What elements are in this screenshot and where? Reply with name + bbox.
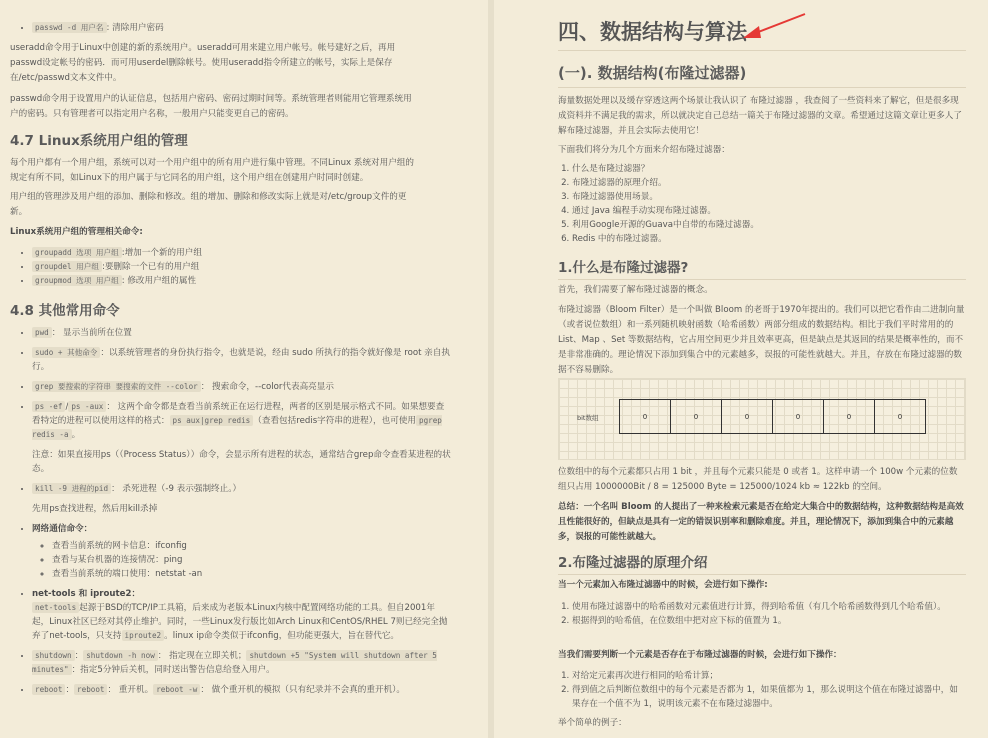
list-item: • kill -9 进程的pid ： 杀死进程（-9 表示强制终止。） 先用ps查找进程，然后用kill杀掉 [32, 482, 452, 516]
list-item: • net-tools 和 iproute2： net-tools 起源于BSD的TCP/IP工具箱，后来成为老版本Linux内核中配置网络功能的工具。但自2001年起，Linux社区已经对其停止维护。同时，一些Linux发行版比如Arch Linux和CentOS/RHEL 7则已经完全抛弃了net-tools，只支持 iproute2 。linux ip命令类似于ifconfig，但功能更强大，旨在替代它。 [32, 587, 452, 643]
list-item: 1. 使用布隆过滤器中的哈希函数对元素值进行计算，得到哈希值（有几个哈希函数得到几个哈希值）。 [572, 600, 966, 614]
intro-paragraph-2: 下面我们将分为几个方面来介绍布隆过滤器： [558, 145, 730, 155]
bit-cell: 0 [722, 400, 773, 433]
section-heading-2: 2.布隆过滤器的原理介绍 [558, 555, 708, 571]
toc-item: 6. Redis 中的布隆过滤器。 [572, 232, 966, 246]
passwd-paragraph: passwd命令用于设置用户的认证信息，包括用户密码、密码过期时间等。系统管理者则能用它管理系统用户的密码。只有管理者可以指定用户名称，一般用户只能变更自己的密码。 [10, 94, 412, 119]
bit-cell: 0 [824, 400, 875, 433]
passwd-bullet-list [10, 21, 452, 35]
bloom-concept-intro: 首先，我们需要了解布隆过滤器的概念。 [558, 285, 713, 295]
toc-list [558, 162, 966, 246]
useradd-paragraph: useradd命令用于Linux中创建的新的系统用户。useradd可用来建立用户帐号。帐号建好之后，再用passwd设定帐号的密码．而可用userdel删除帐号。使用useradd指令所建立的帐号，实际上是保存在/etc/passwd文本文件中。 [10, 43, 396, 83]
summary-paragraph: 总结：一个名叫 Bloom 的人提出了一种来检索元素是否在给定大集合中的数据结构，这种数据结构是高效且性能很好的，但缺点是具有一定的错误识别率和删除难度。并且，理论情况下，添加到集合中的元素越多，误报的可能性就越大。 [558, 502, 964, 542]
list-item: ◦ 查看当前系统的网卡信息：ifconfig [52, 539, 452, 553]
toc-item: 2. 布隆过滤器的原理介绍。 [572, 176, 966, 190]
list-item: • sudo + 其他命令 ：以系统管理者的身份执行指令，也就是说，经由 sudo 所执行的指令就好像是 root 亲自执行。 [32, 346, 452, 374]
intro-paragraph: 海量数据处理以及缓存穿透这两个场景让我认识了 布隆过滤器 ，我查阅了一些资料来了解它，但是很多现成资料并不满足我的需求，所以就决定自己总结一篇关于布隆过滤器的文章。希望通过这篇文章让更多人了解布隆过滤器，并且会实际去使用它！ [558, 96, 962, 136]
group-commands-list [10, 246, 452, 288]
add-element-title: 当一个元素加入布隆过滤器中的时候，会进行如下操作: [558, 580, 768, 590]
list-item: 1. 对给定元素再次进行相同的哈希计算； [572, 669, 966, 683]
section-subtitle: (一). 数据结构(布隆过滤器) [558, 64, 747, 82]
bit-cell: 0 [897, 412, 903, 421]
inline-code: passwd -d 用户名 [32, 22, 107, 33]
list-item: 2. 得到值之后判断位数组中的每个元素是否都为 1，如果值都为 1，那么说明这个值在布隆过滤器中，如果存在一个值不为 1，说明该元素不在布隆过滤器中。 [572, 683, 966, 711]
common-commands-list [10, 326, 452, 697]
bit-cell: 0 [620, 400, 671, 433]
bit-cell: 0 [773, 400, 824, 433]
section-heading-1: 1.什么是布隆过滤器? [558, 260, 689, 276]
heading-2-block [558, 551, 966, 575]
bit-array [619, 399, 926, 434]
section-heading-4-7: 4.7 Linux系统用户组的管理 [10, 133, 188, 149]
list-item: • pwd ： 显示当前所在位置 [32, 326, 452, 340]
bit-array-explanation: 位数组中的每个元素都只占用 1 bit ，并且每个元素只能是 0 或者 1。这样申请一个 100w 个元素的位数组只占用 1000000Bit / 8 = 125000 Byte = 125000/1024 kb ≈ 122kb 的空间。 [558, 467, 958, 492]
toc-item: 5. 利用Google开源的Guava中自带的布隆过滤器。 [572, 218, 966, 232]
list-item: • grep 要搜索的字符串 要搜索的文件 --color ： 搜索命令，--color代表高亮显示 [32, 380, 452, 394]
bloom-definition: 布隆过滤器（Bloom Filter）是一个叫做 Bloom 的老哥于1970年提出的。我们可以把它看作由二进制向量（或者说位数组）和一系列随机映射函数（哈希函数）两部分组成的数据结构。相比于我们平时常用的的 List、Map 、Set 等数据结构，它占用空间更少并且效率更高，但是缺点是其返回的结果是概率性的，而不是非常准确的。理论情况下添加到集合中的元素越多，误报的可能性就越大。并且，存放在布隆过滤器的数据不容易删除。 [558, 305, 965, 375]
list-item: • 网络通信命令： ◦ 查看当前系统的网卡信息：ifconfig ◦ 查看与某台机器的连接情况：ping ◦ 查看当前系统的端口使用：netstat -an [32, 522, 452, 581]
list-item: • groupdel 用户组 :要删除一个已有的用户组 [32, 260, 452, 274]
list-item: • passwd -d 用户名 : 清除用户密码 [32, 21, 452, 35]
toc-item: 4. 通过 Java 编程手动实现布隆过滤器。 [572, 204, 966, 218]
bit-array-label: bit数组 [577, 414, 599, 422]
left-page [0, 0, 488, 738]
toc-item: 1. 什么是布隆过滤器？ [572, 162, 966, 176]
toc-item: 3. 布隆过滤器使用场景。 [572, 190, 966, 204]
list-item: ◦ 查看当前系统的端口使用：netstat -an [52, 567, 452, 581]
bit-cell: 0 [671, 400, 722, 433]
right-page [494, 0, 988, 738]
network-commands-list [32, 539, 452, 581]
list-item: • reboot ： reboot ： 重开机。 reboot -w ： 做个重开机的模拟（只有纪录并不会真的重开机）。 [32, 683, 452, 697]
section-heading-4-8: 4.8 其他常用命令 [10, 303, 120, 319]
bit-array-diagram [558, 378, 966, 460]
check-element-title: 当我们需要判断一个元素是否存在于布隆过滤器的时候，会进行如下操作： [558, 650, 842, 660]
group-commands-title: Linux系统用户组的管理相关命令: [10, 227, 143, 237]
heading-1-block [558, 256, 966, 280]
group-paragraph-2: 用户组的管理涉及用户组的添加、删除和修改。组的增加、删除和修改实际上就是对/etc/group文件的更新。 [10, 192, 407, 217]
list-item: • shutdown ： shutdown -h now ： 指定现在立即关机； shutdown +5 "System will shutdown after 5 minutes" ：指定5分钟后关机，同时送出警告信息给登入用户。 [32, 649, 452, 677]
ps-note: 注意：如果直接用ps（（Process Status））命令，会显示所有进程的状态，通常结合grep命令查看某进程的状态。 [32, 450, 451, 474]
group-paragraph-1: 每个用户都有一个用户组，系统可以对一个用户组中的所有用户进行集中管理。不同Linux 系统对用户组的规定有所不同，如Linux下的用户属于与它同名的用户组，这个用户组在创建用户时同时创建。 [10, 158, 415, 183]
list-item: 2. 根据得到的哈希值，在位数组中把对应下标的值置为 1。 [572, 614, 966, 628]
example-label: 举个简单的例子： [558, 718, 627, 728]
red-arrow-icon [739, 12, 809, 42]
kill-note: 先用ps查找进程，然后用kill杀掉 [32, 504, 158, 514]
add-steps-list [558, 600, 966, 628]
list-item: • ps -ef / ps -aux ： 这两个命令都是查看当前系统正在运行进程，两者的区别是展示格式不同。如果想要查看特定的进程可以使用这样的格式： ps aux|grep redis （查看包括redis字符串的进程），也可使用 pgrep redis -a 。 注意：如果直接用ps（（Process Status））命令，会显示所有进程的状态，通常结合grep命令查看某进程的状态。 [32, 400, 452, 476]
chapter-title: 四、数据结构与算法 [558, 20, 747, 44]
subtitle-block [558, 62, 966, 88]
list-item: • groupmod 选项 用户组 : 修改用户组的属性 [32, 274, 452, 288]
list-item: ◦ 查看与某台机器的连接情况：ping [52, 553, 452, 567]
check-steps-list [558, 669, 966, 711]
list-item: • groupadd 选项 用户组 :增加一个新的用户组 [32, 246, 452, 260]
